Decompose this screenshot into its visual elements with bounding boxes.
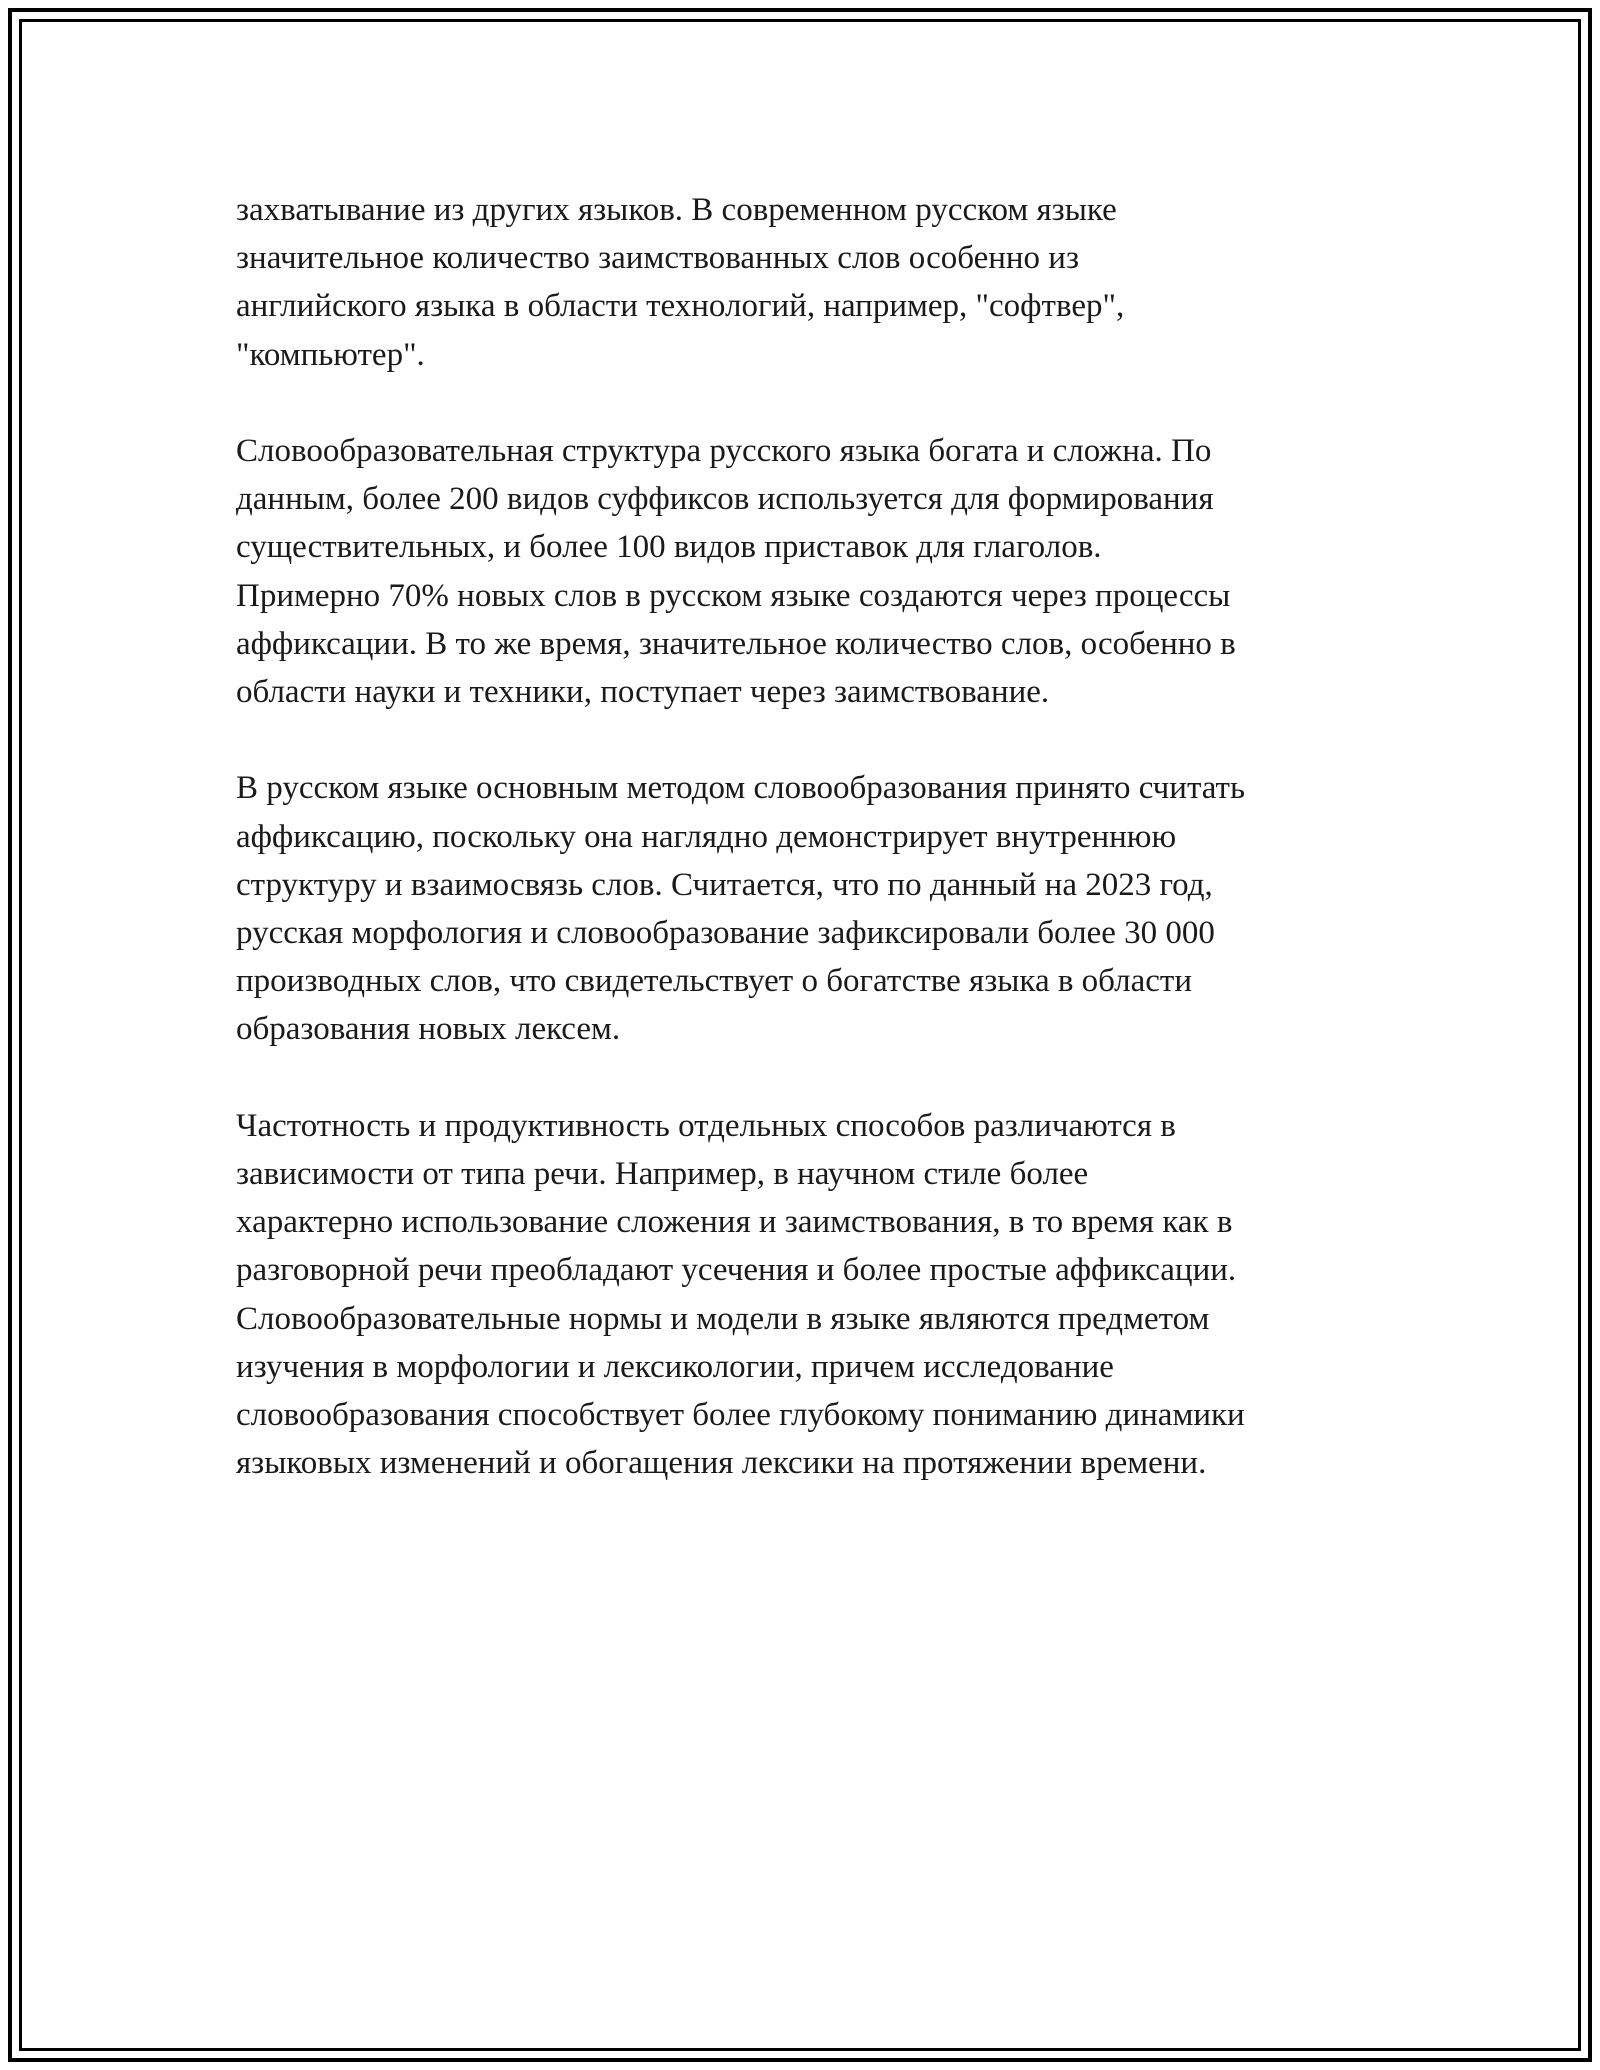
paragraph-structure: Словообразовательная структура русского языка богата и сложна. По данным, более 200 видов суффиксов используется для формирования существительных, и более 100 видов приставок для глаголов. Примерно 70% новых слов в русском языке создаются через процессы аффиксации. В то же время, значительное количество слов, особенно в области науки и техники, поступает через заимствование.	[236, 433, 1236, 711]
paragraph-affixation: В русском языке основным методом словообразования принято считать аффиксацию, поскольку она наглядно демонстрирует внутреннюю структуру и взаимосвязь слов. Считается, что по данный на 2023 год, русская морфология и словообразование зафиксировали более 30 000 производных слов, что свидетельствует о богатстве языка в области образования новых лексем.	[236, 770, 1246, 1048]
paragraph-borrowing: захватывание из других языков. В современном русском языке значительное количество заимствованных слов особенно из английского языка в области технологий, например, "софтвер", "компьютер".	[236, 192, 1125, 373]
paragraph-frequency: Частотность и продуктивность отдельных способов различаются в зависимости от типа речи. Например, в научном стиле более характерно использование сложения и заимствования, в то время как в разговорной речи преобладают усечения и более простые аффиксации. Словообразовательные нормы и модели в языке являются предметом изучения в морфологии и лексикологии, причем исследование словообразования способствует более глубокому пониманию динамики языковых изменений и обогащения лексики на протяжении времени.	[236, 1107, 1245, 1482]
document-body	[236, 186, 1396, 1536]
